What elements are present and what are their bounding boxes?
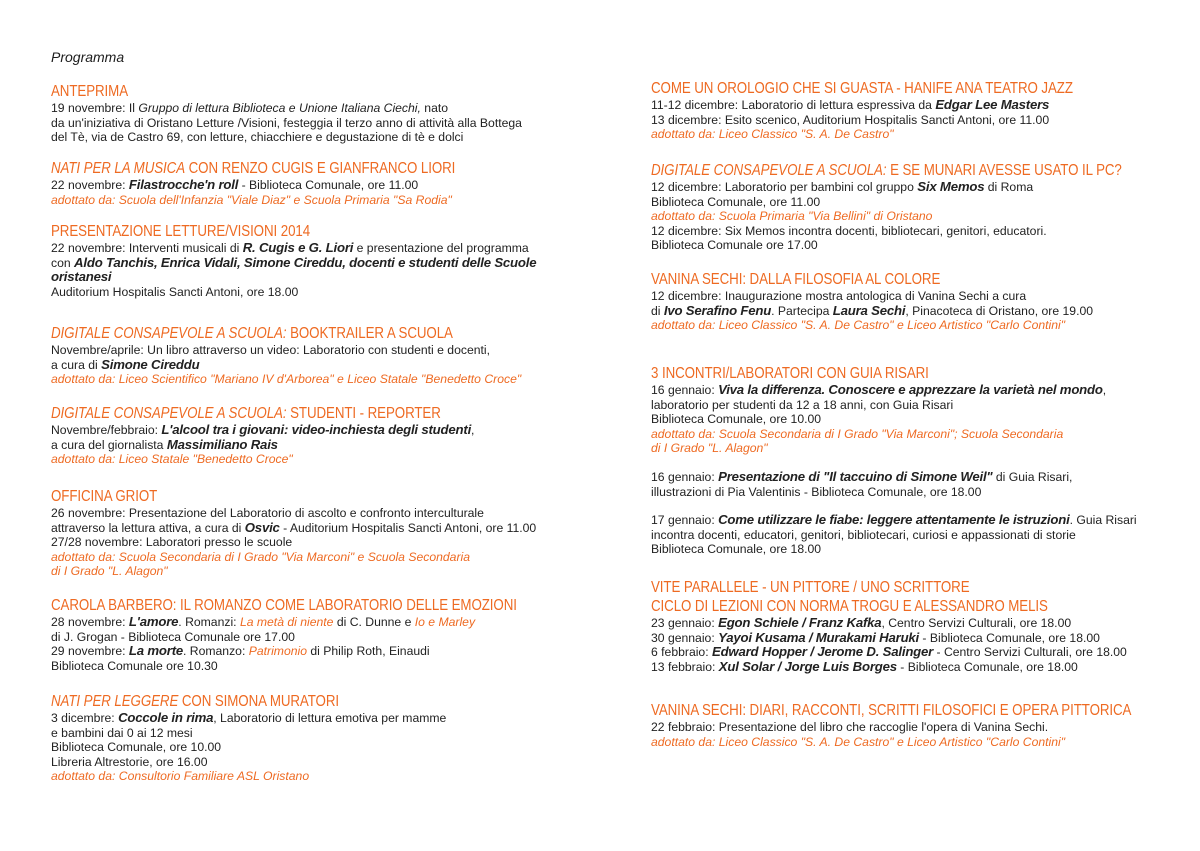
section-text: 16 gennaio: Viva la differenza. Conoscere e apprezzare la varietà nel mondo, <box>651 382 1107 397</box>
section-text: illustrazioni di Pia Valentinis - Biblioteca Comunale, ore 18.00 <box>651 484 982 499</box>
section-title: VANINA SECHI: DALLA FILOSOFIA AL COLORE <box>651 271 941 288</box>
section-text: 12 dicembre: Inaugurazione mostra antologica di Vanina Sechi a cura <box>651 289 1027 303</box>
adoption-note: adottato da: Scuola Secondaria di I Grado "Via Marconi"; Scuola Secondaria <box>651 426 1064 441</box>
section-nati-per-la-musica <box>51 159 571 207</box>
section-title: DIGITALE CONSAPEVOLE A SCUOLA: E SE MUNARI AVESSE USATO IL PC? <box>651 162 1122 179</box>
section-title: CICLO DI LEZIONI CON NORMA TROGU E ALESSANDRO MELIS <box>651 598 1048 615</box>
adoption-note: adottato da: Liceo Scientifico "Mariano IV d'Arborea" e Liceo Statale "Benedetto Croce" <box>51 372 522 387</box>
section-text: 13 dicembre: Esito scenico, Auditorium Hospitalis Sancti Antoni, ore 11.00 <box>651 112 1050 127</box>
section-text: 13 febbraio: Xul Solar / Jorge Luis Borges - Biblioteca Comunale, ore 18.00 <box>651 658 1078 674</box>
section-vanina-colore <box>651 270 1151 333</box>
section-text: 26 novembre: Presentazione del Laboratorio di ascolto e confronto interculturale <box>51 506 484 520</box>
section-text: oristanesi <box>51 269 112 285</box>
adoption-note: adottato da: Consultorio Familiare ASL Oristano <box>51 769 310 784</box>
section-text: con Aldo Tanchis, Enrica Vidali, Simone Cireddu, docenti e studenti delle Scuole <box>51 254 537 270</box>
section-title: VITE PARALLELE - UN PITTORE / UNO SCRITTORE <box>651 579 970 596</box>
section-carola-barbero <box>51 596 571 673</box>
section-text: a cura del giornalista Massimiliano Rais <box>51 436 278 452</box>
adoption-note: adottato da: Liceo Classico "S. A. De Castro" <box>651 127 894 142</box>
adoption-note: adottato da: Scuola Secondaria di I Grado "Via Marconi" e Scuola Secondaria <box>51 549 470 564</box>
section-text: Auditorium Hospitalis Sancti Antoni, ore 18.00 <box>51 284 299 299</box>
section-title: 3 INCONTRI/LABORATORI CON GUIA RISARI <box>651 365 929 382</box>
section-text: 11-12 dicembre: Laboratorio di lettura espressiva da Edgar Lee Masters <box>651 97 1050 112</box>
section-text: 27/28 novembre: Laboratori presso le scuole <box>51 535 293 550</box>
adoption-note: adottato da: Liceo Classico "S. A. De Castro" e Liceo Artistico "Carlo Contini" <box>651 318 1066 333</box>
adoption-note: adottato da: Scuola Primaria "Via Bellini" di Oristano <box>651 209 933 224</box>
section-text: di J. Grogan - Biblioteca Comunale ore 17.00 <box>51 629 295 644</box>
section-nati-per-leggere <box>51 692 571 784</box>
adoption-note: adottato da: Liceo Statale "Benedetto Croce" <box>51 452 293 467</box>
section-title: DIGITALE CONSAPEVOLE A SCUOLA: BOOKTRAILER A SCUOLA <box>51 325 453 342</box>
section-text: Libreria Altrestorie, ore 16.00 <box>51 754 208 769</box>
section-presentazione <box>51 222 571 299</box>
section-studenti-reporter <box>51 404 571 467</box>
section-title: NATI PER LEGGERE CON SIMONA MURATORI <box>51 693 339 710</box>
section-text: e bambini dai 0 ai 12 mesi <box>51 725 193 740</box>
adoption-note: di I Grado "L. Alagon" <box>651 441 768 456</box>
section-title: PRESENTAZIONE LETTURE/VISIONI 2014 <box>51 223 311 240</box>
section-title: DIGITALE CONSAPEVOLE A SCUOLA: STUDENTI - REPORTER <box>51 405 441 422</box>
section-text: 23 gennaio: Egon Schiele / Franz Kafka, Centro Servizi Culturali, ore 18.00 <box>651 615 1072 630</box>
section-title: ANTEPRIMA <box>51 83 128 100</box>
section-text: 22 novembre: Filastrocche'n roll - Biblioteca Comunale, ore 11.00 <box>51 177 419 192</box>
page-label: Programma <box>51 49 125 65</box>
section-title: NATI PER LA MUSICA CON RENZO CUGIS E GIANFRANCO LIORI <box>51 160 456 177</box>
section-text: Novembre/febbraio: L'alcool tra i giovani: video-inchiesta degli studenti, <box>51 422 475 437</box>
adoption-note: di I Grado "L. Alagon" <box>51 564 168 579</box>
adoption-note: adottato da: Liceo Classico "S. A. De Castro" e Liceo Artistico "Carlo Contini" <box>651 734 1066 749</box>
section-vanina-diari <box>651 701 1151 749</box>
section-text: da un'iniziativa di Oristano Letture /Visioni, festeggia il terzo anno di attività alla Bottega <box>51 115 522 130</box>
section-title: VANINA SECHI: DIARI, RACCONTI, SCRITTI FILOSOFICI E OPERA PITTORICA <box>651 702 1132 719</box>
section-text: di Ivo Serafino Fenu. Partecipa Laura Sechi, Pinacoteca di Oristano, ore 19.00 <box>651 302 1094 318</box>
section-text: Biblioteca Comunale ore 10.30 <box>51 658 218 673</box>
section-text: Biblioteca Comunale, ore 10.00 <box>51 740 222 755</box>
section-title: COME UN OROLOGIO CHE SI GUASTA - HANIFE ANA TEATRO JAZZ <box>651 80 1073 97</box>
section-booktrailer <box>51 324 571 387</box>
section-title: OFFICINA GRIOT <box>51 488 158 505</box>
section-officina-griot <box>51 487 571 579</box>
section-text: 3 dicembre: Coccole in rima, Laboratorio di lettura emotiva per mamme <box>51 710 447 725</box>
section-text: 6 febbraio: Edward Hopper / Jerome D. Salinger - Centro Servizi Culturali, ore 18.00 <box>651 644 1127 660</box>
section-text: attraverso la lettura attiva, a cura di Osvic - Auditorium Hospitalis Sancti Antoni, ore 11.00 <box>51 519 537 535</box>
section-text: Biblioteca Comunale ore 17.00 <box>651 238 818 253</box>
section-text: del Tè, via de Castro 69, con letture, chiacchiere e degustazione di tè e dolci <box>51 130 464 145</box>
section-text: 19 novembre: Il Gruppo di lettura Biblioteca e Unione Italiana Ciechi, nato <box>51 101 449 115</box>
section-guia-risari <box>651 364 1151 557</box>
section-text: 29 novembre: La morte. Romanzo: Patrimonio di Philip Roth, Einaudi <box>51 643 430 659</box>
section-vite-parallele <box>651 578 1151 674</box>
section-text: 12 dicembre: Six Memos incontra docenti, bibliotecari, genitori, educatori. <box>651 223 1047 238</box>
section-text: 28 novembre: L'amore. Romanzi: La metà di niente di C. Dunne e Io e Marley <box>51 614 476 629</box>
section-text: 12 dicembre: Laboratorio per bambini col gruppo Six Memos di Roma <box>651 179 1034 194</box>
section-text: Biblioteca Comunale, ore 11.00 <box>651 194 821 209</box>
section-text: Biblioteca Comunale, ore 18.00 <box>651 542 822 557</box>
section-text: 22 novembre: Interventi musicali di R. Cugis e G. Liori e presentazione del programma <box>51 240 529 255</box>
adoption-note: adottato da: Scuola dell'Infanzia "Viale Diaz" e Scuola Primaria "Sa Rodia" <box>51 192 452 207</box>
section-text: 17 gennaio: Come utilizzare le fiabe: leggere attentamente le istruzioni. Guia Risari <box>651 512 1137 528</box>
section-text: 22 febbraio: Presentazione del libro che raccoglie l'opera di Vanina Sechi. <box>651 720 1049 734</box>
section-text: Novembre/aprile: Un libro attraverso un video: Laboratorio con studenti e docenti, <box>51 343 490 357</box>
section-anteprima <box>51 82 571 145</box>
section-text: laboratorio per studenti da 12 a 18 anni, con Guia Risari <box>651 397 954 412</box>
section-munari <box>651 161 1151 253</box>
section-text: 16 gennaio: Presentazione di "Il taccuino di Simone Weil" di Guia Risari, <box>651 468 1073 484</box>
section-text: incontra docenti, educatori, genitori, bibliotecari, curiosi e appassionati di storie <box>651 527 1076 542</box>
section-text: a cura di Simone Cireddu <box>51 356 200 372</box>
section-text: Biblioteca Comunale, ore 10.00 <box>651 412 822 427</box>
section-title: CAROLA BARBERO: IL ROMANZO COME LABORATORIO DELLE EMOZIONI <box>51 597 517 614</box>
section-orologio <box>651 79 1151 142</box>
section-text: 30 gennaio: Yayoi Kusama / Murakami Haruki - Biblioteca Comunale, ore 18.00 <box>651 629 1100 645</box>
